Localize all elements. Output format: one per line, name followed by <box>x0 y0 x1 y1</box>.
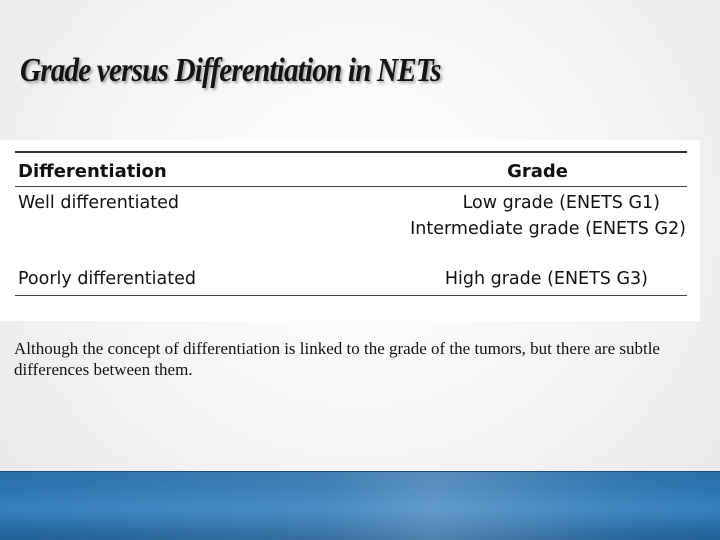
grade-intermediate: Intermediate grade (ENETS G2) <box>410 219 686 239</box>
slide-caption: Although the concept of differentiation is linked to the grade of the tumors, but there are subtle differences between them. <box>14 339 660 379</box>
row-well-differentiated: Well differentiated <box>18 193 179 213</box>
row-poorly-differentiated: Poorly differentiated <box>18 269 196 289</box>
table-bottom-rule <box>15 295 687 296</box>
slide-title: Grade versus Differentiation in NETs <box>20 52 441 89</box>
table-top-rule <box>15 151 687 153</box>
header-rule <box>15 186 687 187</box>
header-differentiation: Differentiation <box>18 161 167 182</box>
footer-sheen <box>0 472 720 540</box>
grade-differentiation-table <box>0 140 700 321</box>
grade-low: Low grade (ENETS G1) <box>462 193 660 213</box>
grade-high: High grade (ENETS G3) <box>444 269 648 289</box>
header-grade: Grade <box>507 161 568 182</box>
